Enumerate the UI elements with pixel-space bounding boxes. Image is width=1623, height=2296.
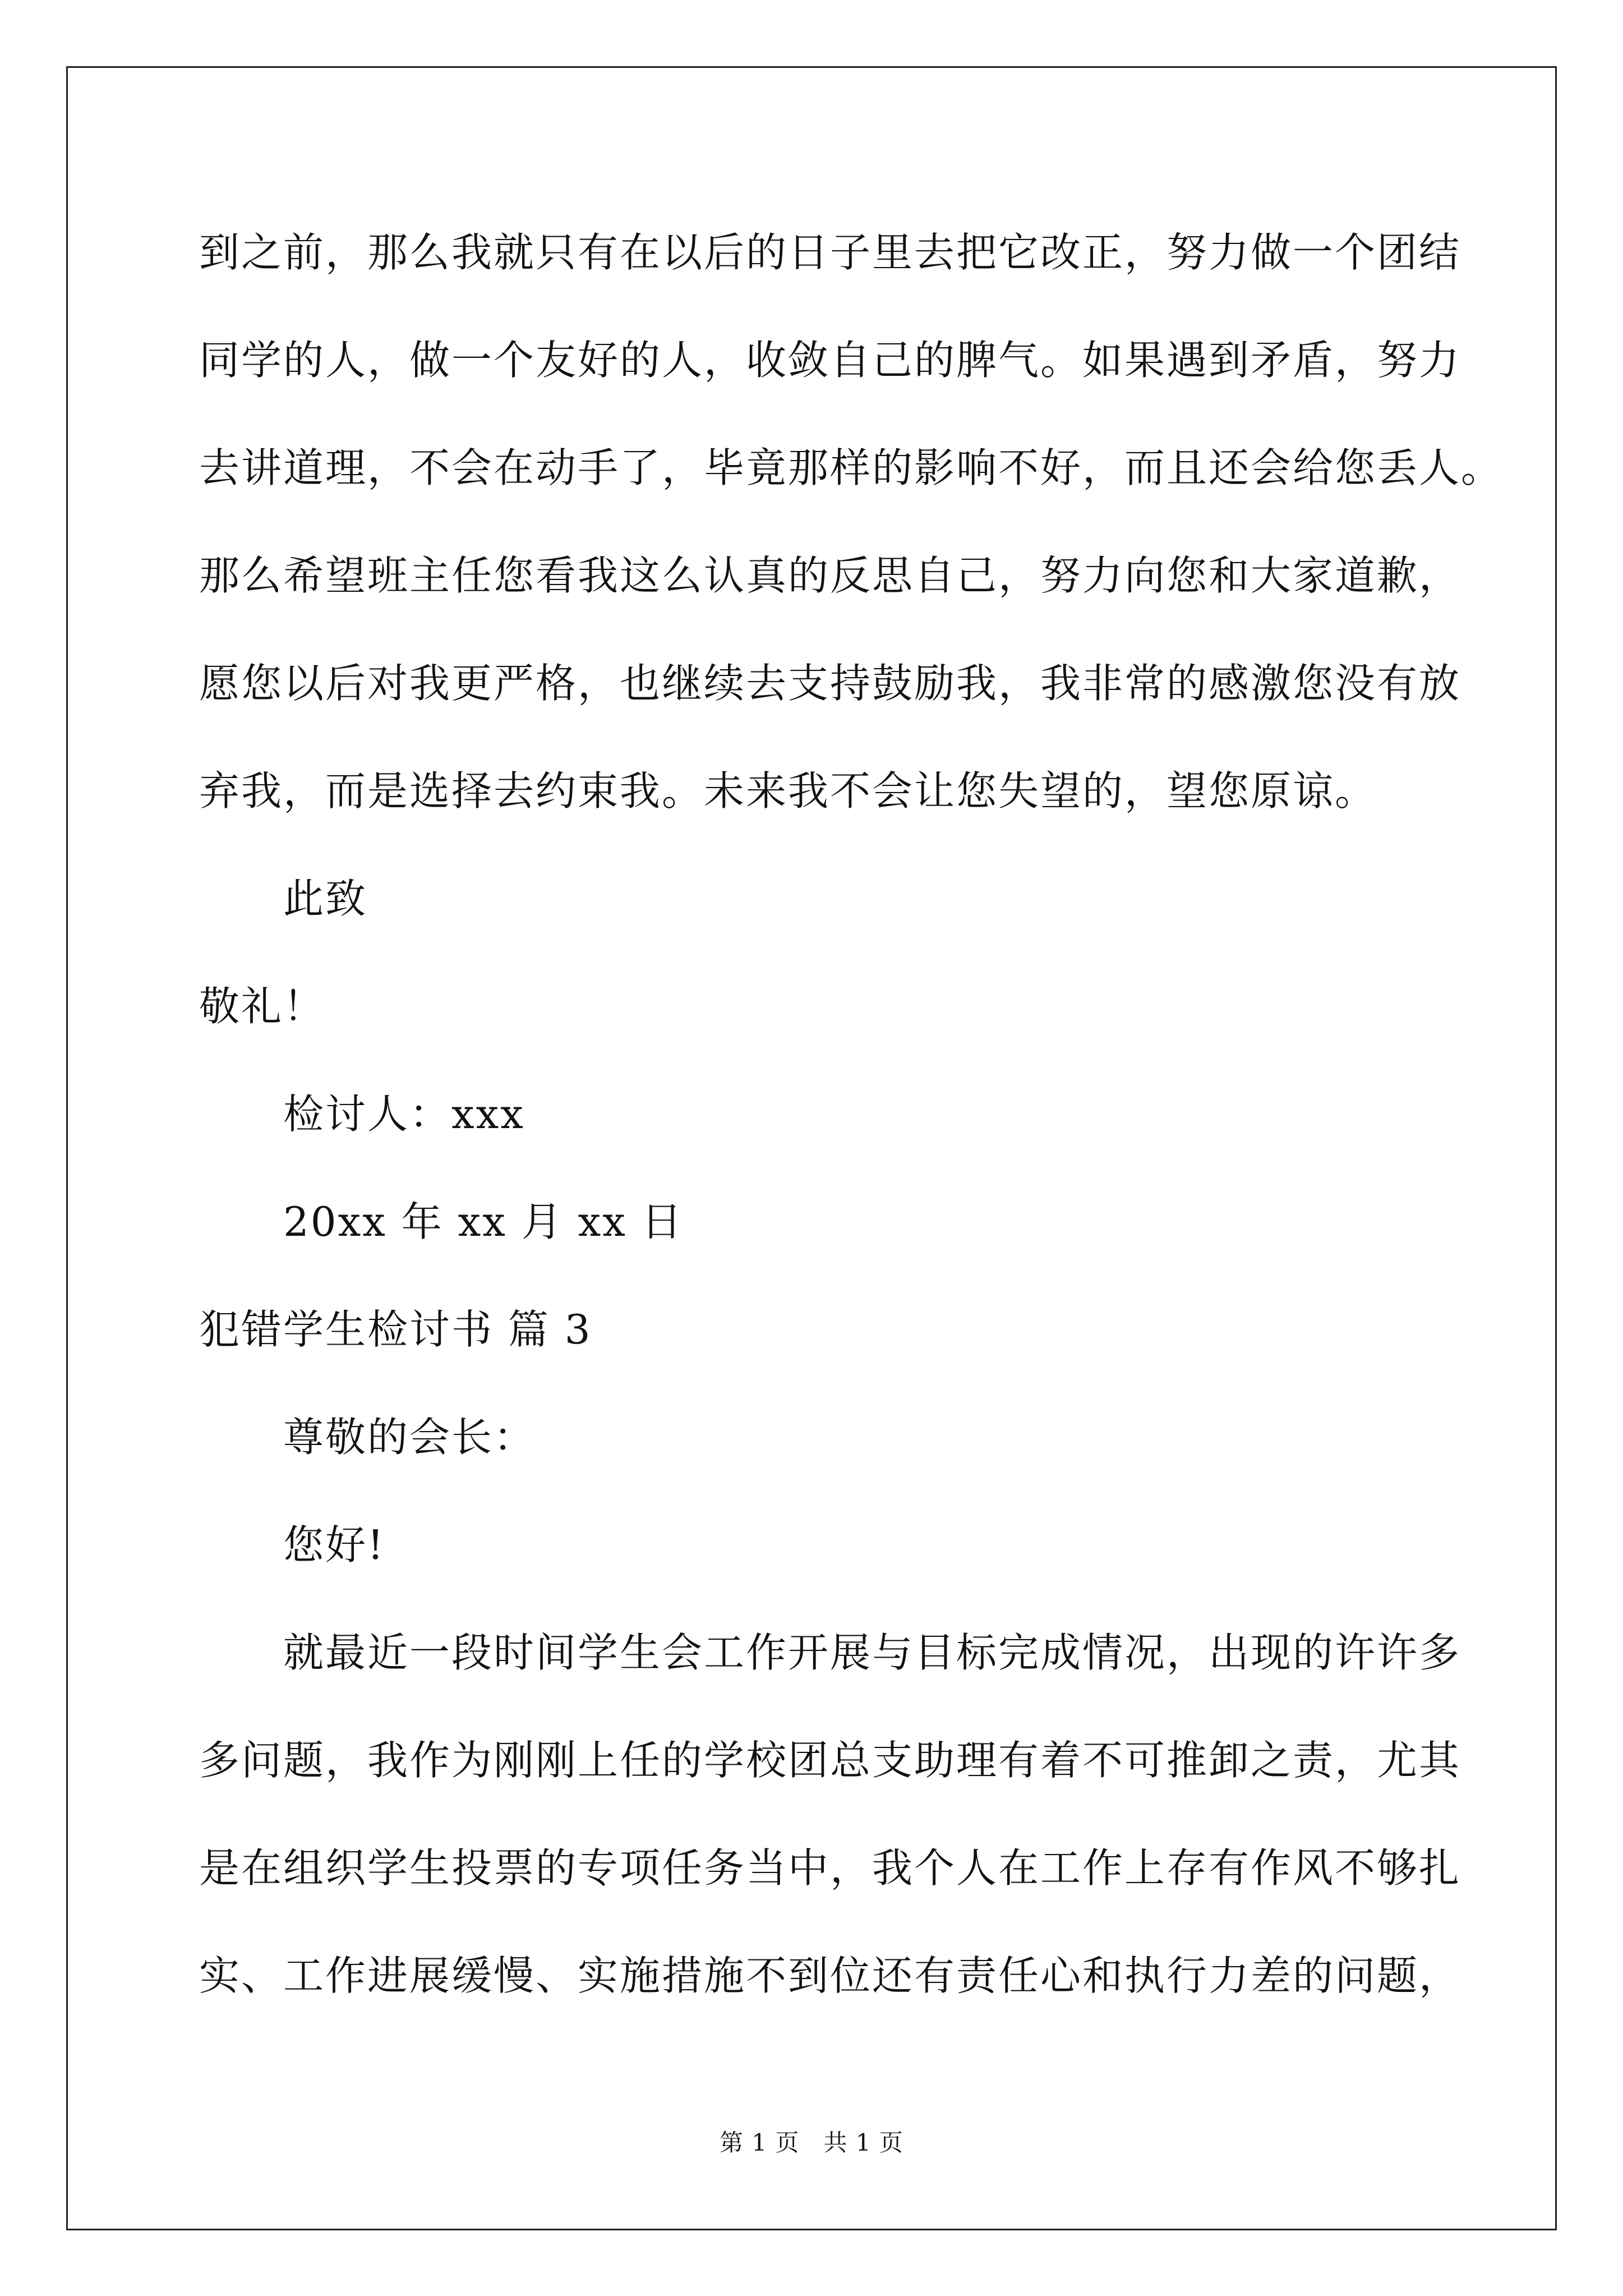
text-line: 同学的人，做一个友好的人，收敛自己的脾气。如果遇到矛盾，努力 xyxy=(199,337,1461,384)
section-heading: 犯错学生检讨书 篇 3 xyxy=(199,1306,592,1353)
text-line: 愿您以后对我更严格，也继续去支持鼓励我，我非常的感激您没有放 xyxy=(199,660,1461,707)
text-line: 去讲道理，不会在动手了，毕竟那样的影响不好，而且还会给您丢人。 xyxy=(199,444,1504,491)
text-line: 到之前，那么我就只有在以后的日子里去把它改正，努力做一个团结 xyxy=(199,229,1461,276)
document-body xyxy=(199,208,1504,2039)
greeting-hello: 您好! xyxy=(283,1521,385,1568)
signature-line: 检讨人：xxx xyxy=(283,1091,525,1138)
greeting-recipient: 尊敬的会长： xyxy=(283,1414,536,1461)
text-line: 弃我，而是选择去约束我。未来我不会让您失望的，望您原谅。 xyxy=(199,767,1377,815)
text-line: 那么希望班主任您看我这么认真的反思自己，努力向您和大家道歉， xyxy=(199,552,1461,599)
date-line: 20xx 年 xx 月 xx 日 xyxy=(283,1198,684,1245)
text-line: 是在组织学生投票的专项任务当中，我个人在工作上存有作风不够扎 xyxy=(199,1844,1461,1892)
text-line: 多问题，我作为刚刚上任的学校团总支助理有着不可推卸之责，尤其 xyxy=(199,1737,1461,1784)
text-line: 实、工作进展缓慢、实施措施不到位还有责任心和执行力差的问题， xyxy=(199,1952,1461,1999)
text-line: 就最近一段时间学生会工作开展与目标完成情况，出现的许许多 xyxy=(283,1629,1461,1676)
closing-salutation: 此致 xyxy=(283,875,368,922)
closing-regards: 敬礼！ xyxy=(199,983,326,1030)
page-footer: 第 1 页 共 1 页 xyxy=(720,2129,903,2156)
